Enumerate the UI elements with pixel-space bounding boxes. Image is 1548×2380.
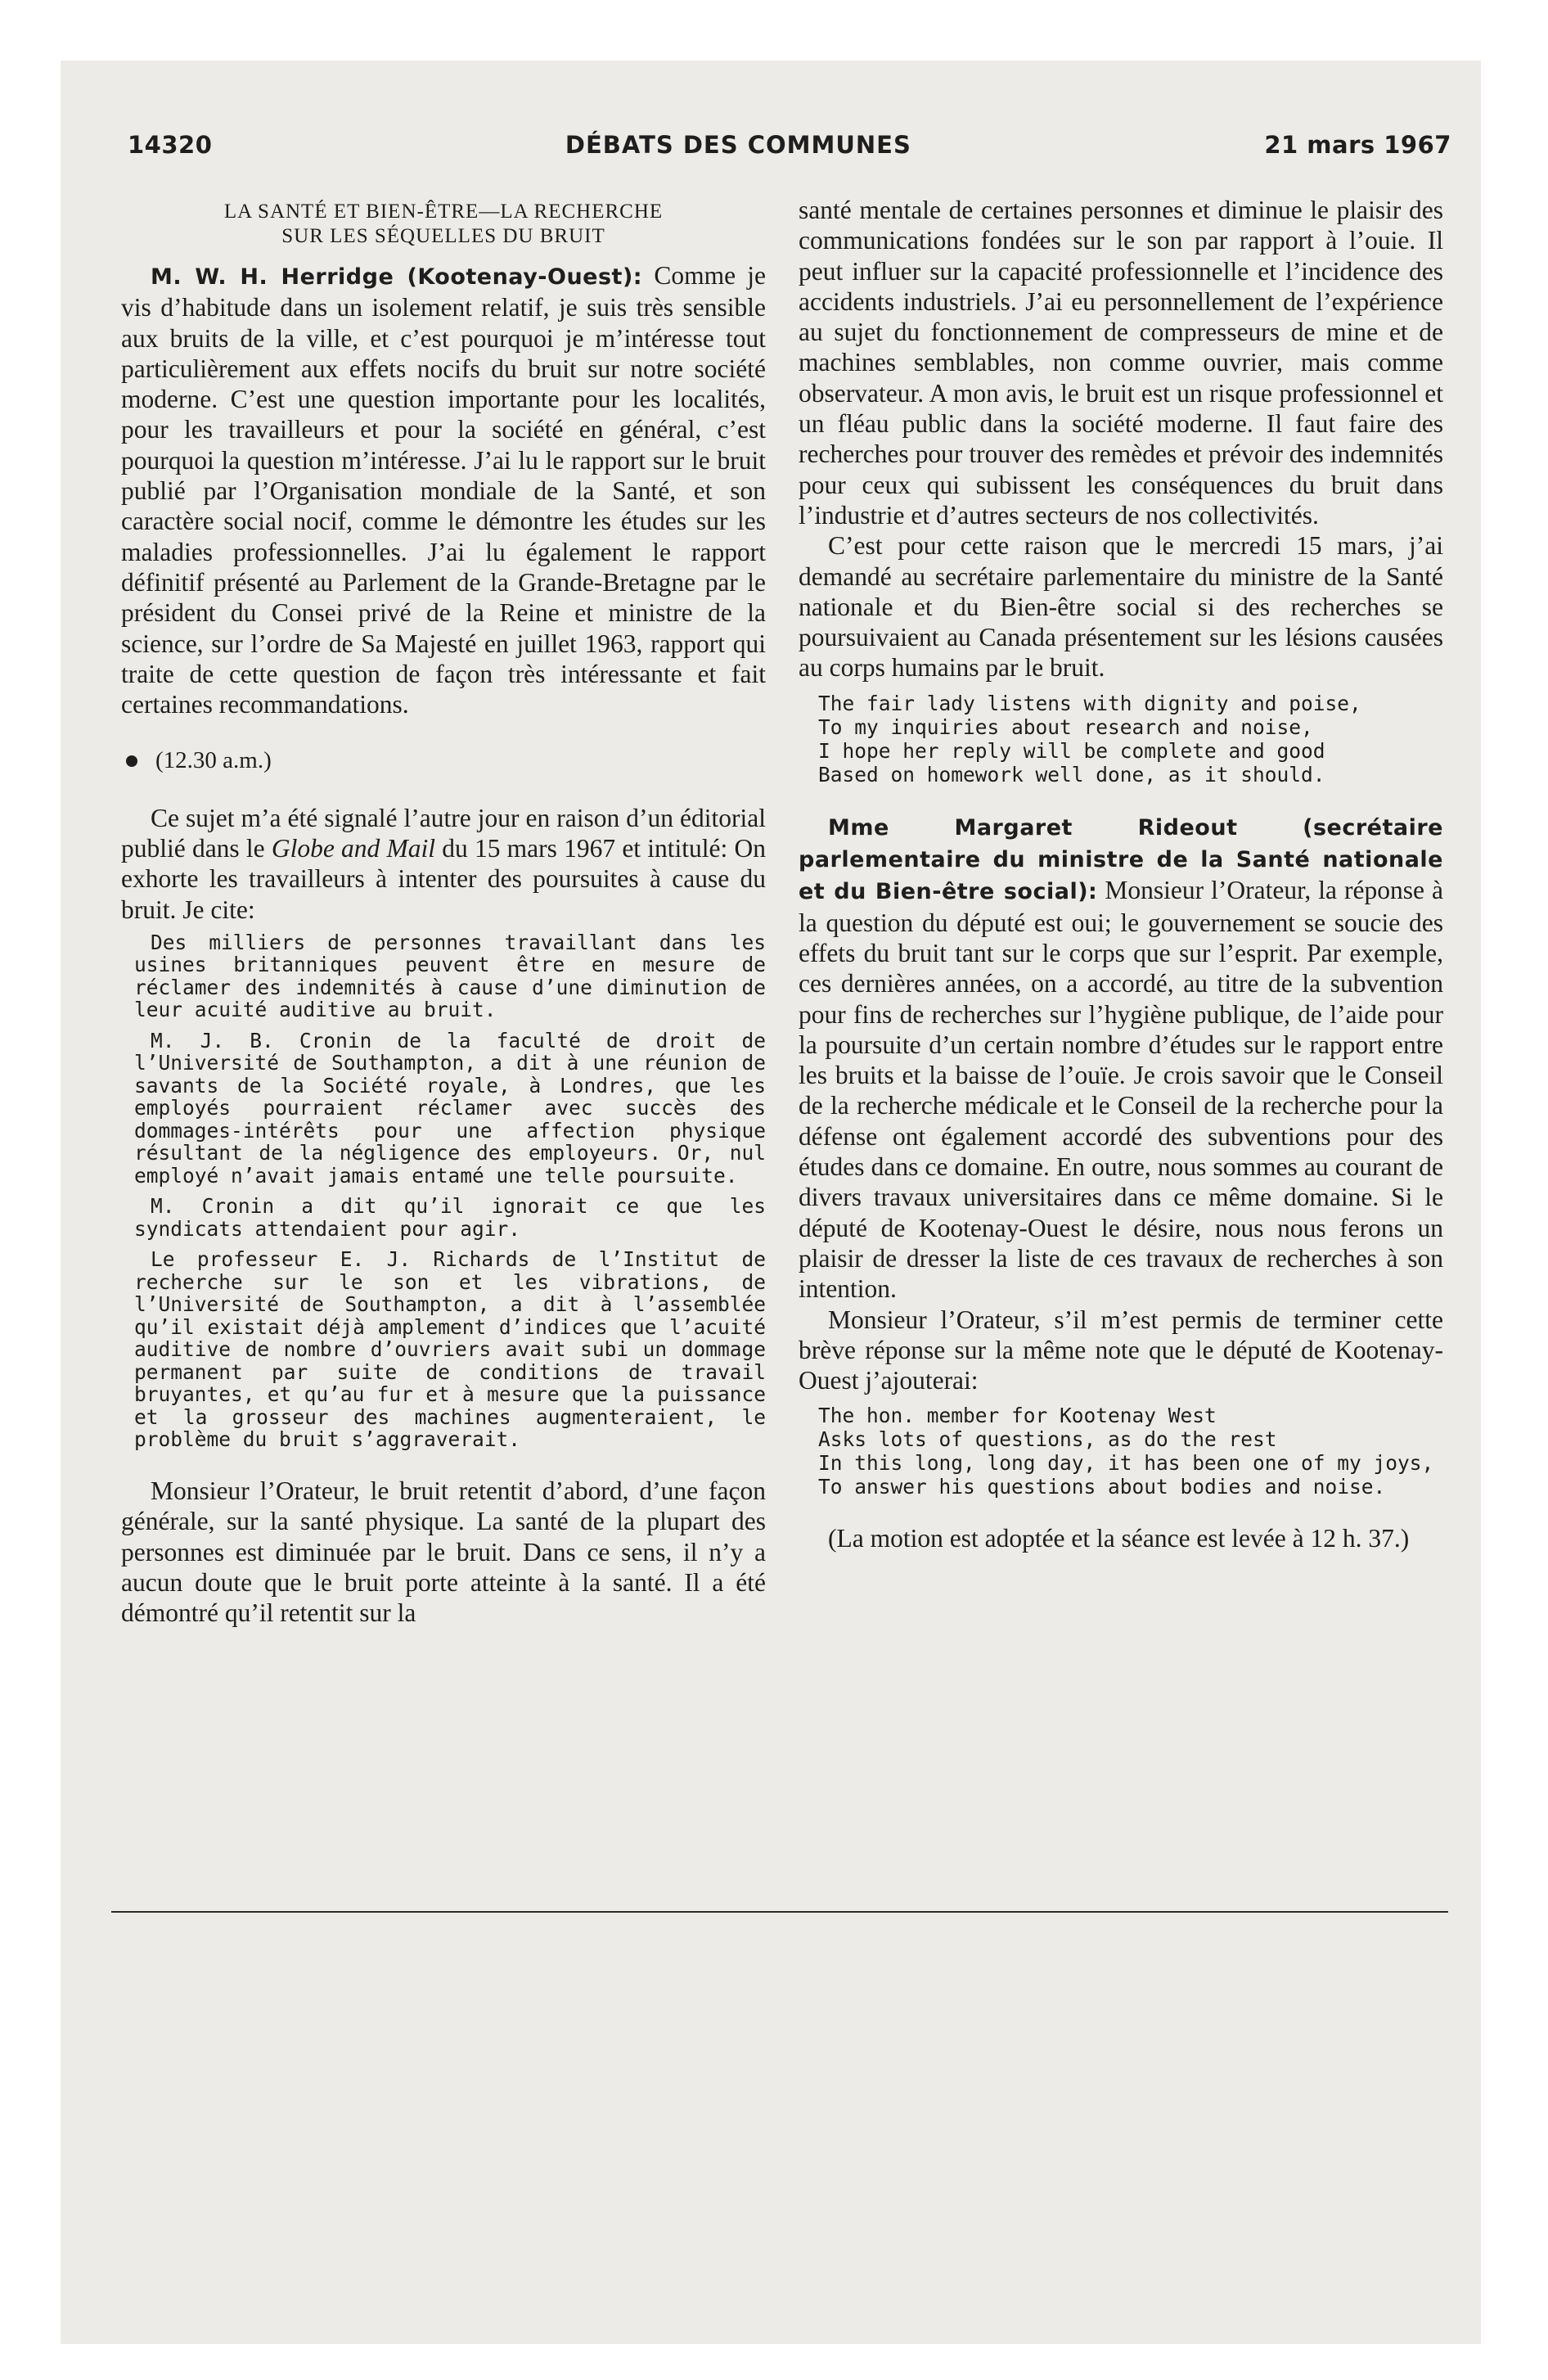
poem-line: To my inquiries about research and noise, <box>818 714 1313 739</box>
quote-paragraph: M. J. B. Cronin de la faculté de droit de l’Université de Southampton, a dit à une réunion de savants de la Société royale, à Londres, que les employés pourraient réclamer avec succès des dommages-intérêts pour une affection physique résultant de la négligence des employeurs. Or, nul employé n’avait jamais entamé une telle poursuite. <box>134 1028 766 1188</box>
publication-title: DÉBATS DES COMMUNES <box>565 131 911 159</box>
paragraph-globe-and-mail <box>121 803 766 925</box>
poem-line: To answer his questions about bodies and noise. <box>818 1475 1386 1499</box>
section-heading-line-1: LA SANTÉ ET BIEN-ÊTRE—LA RECHERCHE <box>223 201 664 223</box>
poem-line: The hon. member for Kootenay West <box>818 1404 1217 1428</box>
quote-paragraph: Le professeur E. J. Richards de l’Institut de recherche sur le son et les vibrations, de l’Université de Southampton, a dit à l’assemblée qu’il existait déjà amplement d’indices que l’acuité auditive de nombre d’ouvriers avait subi un dommage permanent par suite de conditions de travail bruyantes, et qu’au fur et à mesure que la puissance et la grosseur des machines augmenteraient, le problème du bruit s’aggraverait. <box>134 1247 766 1452</box>
paragraph-question: C’est pour cette raison que le mercredi 15 mars, j’ai demandé au secrétaire parlementaire du ministre de la Santé nationale et du Bien-être social si des recherches se poursuivaient au Canada présentement sur les lésions causées au corps humains par le bruit. <box>799 531 1443 683</box>
paragraph-text: du 15 mars 1967 et intitulé: On exhorte les travailleurs à intenter des poursuites à cause du bruit. Je cite: <box>121 834 766 924</box>
speech-herridge <box>121 260 766 719</box>
time-marker <box>121 746 766 776</box>
quote-paragraph: Des milliers de personnes travaillant dans les usines britanniques peuvent être en mesure de réclamer des indemnités à cause d’une diminution de leur acuité auditive au bruit. <box>134 930 766 1022</box>
quoted-editorial <box>134 931 766 1451</box>
section-heading-line-2: SUR LES SÉQUELLES DU BRUIT <box>281 225 605 247</box>
adjournment-note: (La motion est adoptée et la séance est levée à 12 h. 37.) <box>828 1524 1410 1553</box>
poem-line: I hope her reply will be complete and good <box>818 738 1325 763</box>
paragraph-continuation: santé mentale de certaines personnes et diminue le plaisir des communications fondées sur le son par rapport à l’ouie. Il peut influer sur la capacité professionnelle et l’incidence des accidents industriels. J’ai eu personnellement de l’expérience au sujet du fonctionnement de compresseurs de mine et de machines semblables, non comme ouvrier, mais comme observateur. A mon avis, le bruit est un risque professionnel et un fléau public dans la société moderne. Il faut faire des recherches pour trouver des remèdes et prévoir des indemnités pour ceux qui subissent les conséquences du bruit dans l’industrie et d’autres secteurs de nos collectivités. <box>799 196 1443 530</box>
poem-line: In this long, long day, it has been one of my joys, <box>818 1451 1434 1476</box>
paragraph-health: Monsieur l’Orateur, le bruit retentit d’abord, d’une façon générale, sur la santé physique. La santé de la plupart des personnes est diminuée par le bruit. Dans ce sens, il n’y a aucun doute que le bruit porte atteinte à la santé. Il a été démontré qu’il retentit sur la <box>121 1476 766 1628</box>
quote-paragraph: M. Cronin a dit qu’il ignorait ce que les syndicats attendaient pour agir. <box>134 1194 766 1241</box>
newspaper-title: Globe and Mail <box>271 834 436 863</box>
time-marker-text: (12.30 a.m.) <box>155 747 272 774</box>
paragraph-text: Ce sujet m’a été signalé l’autre jour en raison d’un éditorial publié dans le <box>121 803 766 863</box>
section-heading <box>121 200 766 249</box>
poem-herridge <box>818 692 1443 787</box>
poem-line: The fair lady listens with dignity and poise, <box>818 691 1361 715</box>
bullet-icon <box>126 755 137 767</box>
speech-rideout-text: Monsieur l’Orateur, la réponse à la question du député est oui; le gouvernement se soucie des effets du bruit tant sur le corps que sur l’esprit. Par exemple, ces dernières années, on a accordé, au titre de la subvention pour fins de recherches sur l’hygiène publique, de l’aide pour la poursuite d’un certain nombre d’études sur le rapport entre les bruits et la baisse de l’ouïe. Je crois savoir que le Conseil de la recherche médicale et le Conseil de la recherche pour la défense ont également accordé des subventions pour des études dans ce domaine. En outre, nous sommes au courant de divers travaux universitaires dans ce même domaine. Si le député de Kootenay-Ouest le désire, nous nous ferons un plaisir de dresser la liste de ces travaux de recherches à son intention. <box>799 876 1444 1304</box>
poem-line: Asks lots of questions, as do the rest <box>818 1427 1277 1452</box>
speaker-herridge: M. W. H. Herridge (Kootenay-Ouest): <box>151 264 643 290</box>
page-date: 21 mars 1967 <box>1264 131 1451 159</box>
speaker-rideout: Mme Margaret Rideout (secrétaire parlementaire du ministre de la Santé nationale et du Bien-être social): <box>799 814 1443 905</box>
page-header <box>128 131 1451 159</box>
right-column <box>799 195 1443 1554</box>
speech-rideout <box>799 811 1443 1305</box>
left-column <box>121 195 766 1628</box>
poem-line: Based on homework well done, as it should. <box>818 762 1325 787</box>
paragraph-closing-note: Monsieur l’Orateur, s’il m’est permis de terminer cette brève réponse sur la même note que le député de Kootenay-Ouest j’ajouterai: <box>799 1305 1443 1395</box>
speech-herridge-text: Comme je vis d’habitude dans un isolement relatif, je suis très sensible aux bruits de la ville, et c’est pourquoi je m’intéresse tout particulièrement aux effets nocifs du bruit sur notre société moderne. C’est une question importante pour les localités, pour les travailleurs et pour la société en général, c’est pourquoi la question m’intéresse. J’ai lu le rapport sur le bruit publié par l’Organisation mondiale de la Santé, et son caractère social nocif, comme le démontre les études sur les maladies professionnelles. J’ai lu également le rapport définitif présenté au Parlement de la Grande-Bretagne par le président du Consei privé de la Reine et ministre de la science, sur l’ordre de Sa Majesté en juillet 1963, rapport qui traite de cette question de façon très intéressante et fait certaines recommandations. <box>121 261 766 719</box>
bottom-rule <box>111 1911 1448 1913</box>
page-number: 14320 <box>128 131 213 159</box>
poem-rideout <box>818 1404 1443 1499</box>
